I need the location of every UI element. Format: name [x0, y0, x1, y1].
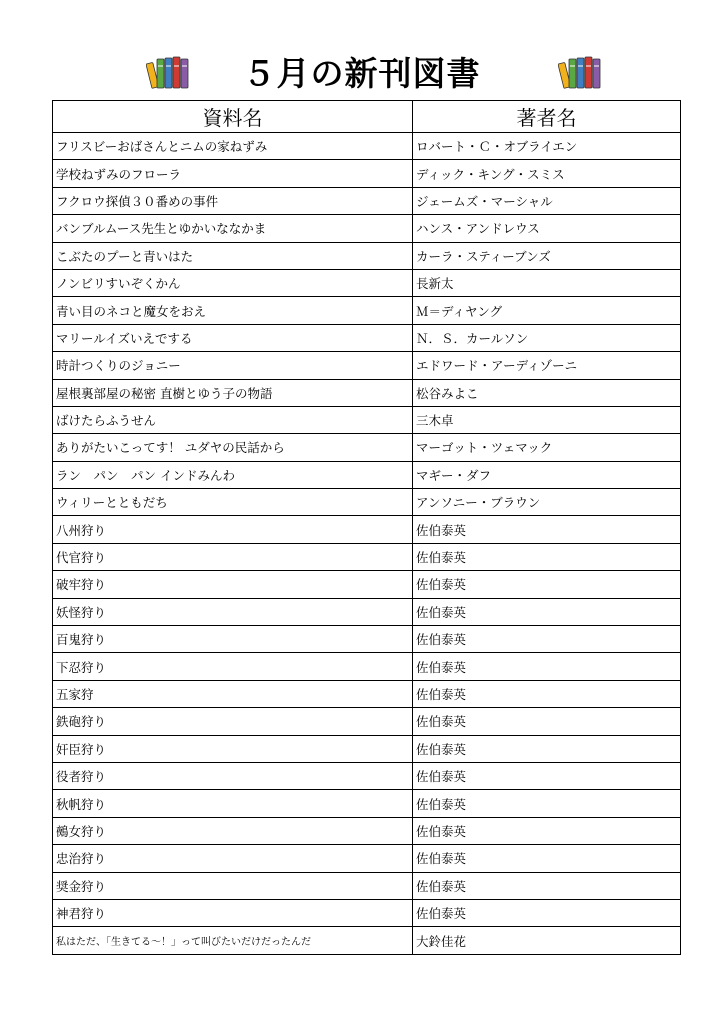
author-cell: ジェームズ・マーシャル [413, 187, 681, 214]
author-cell: アンソニー・ブラウン [413, 489, 681, 516]
table-row [53, 817, 681, 844]
author-cell: 佐伯泰英 [413, 735, 681, 762]
table-row [53, 927, 681, 954]
book-title-cell: 五家狩 [53, 680, 413, 707]
book-title-cell: 青い目のネコと魔女をおえ [53, 297, 413, 324]
author-cell: 長新太 [413, 269, 681, 296]
book-title-cell: ありがたいこってす！ ユダヤの民話から [53, 434, 413, 461]
books-icon [558, 54, 604, 90]
book-title-cell: 破牢狩り [53, 571, 413, 598]
book-title-cell: 忠治狩り [53, 845, 413, 872]
table-row [53, 899, 681, 926]
table-row [53, 598, 681, 625]
table-row [53, 762, 681, 789]
author-cell: 佐伯泰英 [413, 899, 681, 926]
author-cell: エドワード・アーディゾーニ [413, 352, 681, 379]
book-title-cell: 屋根裏部屋の秘密 直樹とゆう子の物語 [53, 379, 413, 406]
book-title-cell: 秋帆狩り [53, 790, 413, 817]
book-title-cell: 下忍狩り [53, 653, 413, 680]
table-row [53, 215, 681, 242]
author-cell: Ｎ．Ｓ．カールソン [413, 324, 681, 351]
table-row [53, 324, 681, 351]
book-title-cell: 役者狩り [53, 762, 413, 789]
author-cell: 三木卓 [413, 406, 681, 433]
author-cell: マーゴット・ツェマック [413, 434, 681, 461]
author-cell: ハンス・アンドレウス [413, 215, 681, 242]
table-header-row [53, 101, 681, 133]
column-header-title: 資料名 [53, 101, 413, 133]
page-title: ５月の新刊図書 [242, 54, 481, 93]
table-row [53, 653, 681, 680]
table-row [53, 269, 681, 296]
author-cell: 佐伯泰英 [413, 516, 681, 543]
table-row [53, 516, 681, 543]
author-cell: 佐伯泰英 [413, 543, 681, 570]
book-title-cell: 私はただ、「生きてる〜！」って叫びたいだけだったんだ [53, 927, 413, 954]
table-row [53, 406, 681, 433]
book-title-cell: フリスビーおばさんとニムの家ねずみ [53, 133, 413, 160]
author-cell: 佐伯泰英 [413, 872, 681, 899]
book-title-cell: バンブルムース先生とゆかいななかま [53, 215, 413, 242]
author-cell: 佐伯泰英 [413, 817, 681, 844]
book-title-cell: マリールイズいえでする [53, 324, 413, 351]
author-cell: 佐伯泰英 [413, 598, 681, 625]
book-title-cell: 八州狩り [53, 516, 413, 543]
table-row [53, 708, 681, 735]
book-table [52, 100, 681, 955]
table-row [53, 160, 681, 187]
author-cell: 佐伯泰英 [413, 762, 681, 789]
table-row [53, 845, 681, 872]
column-header-author: 著者名 [413, 101, 681, 133]
table-row [53, 735, 681, 762]
author-cell: 佐伯泰英 [413, 626, 681, 653]
table-row [53, 626, 681, 653]
book-title-cell: ウィリーとともだち [53, 489, 413, 516]
table-row [53, 790, 681, 817]
book-title-cell: 時計つくりのジョニー [53, 352, 413, 379]
book-title-cell: 神君狩り [53, 899, 413, 926]
author-cell: カーラ・スティーブンズ [413, 242, 681, 269]
table-row [53, 461, 681, 488]
book-title-cell: 奸臣狩り [53, 735, 413, 762]
author-cell: 佐伯泰英 [413, 571, 681, 598]
title-area [0, 52, 723, 100]
author-cell: ロバート・Ｃ・オブライエン [413, 133, 681, 160]
table-row [53, 352, 681, 379]
table-row [53, 297, 681, 324]
table-row [53, 187, 681, 214]
book-title-cell: 鵺女狩り [53, 817, 413, 844]
author-cell: 佐伯泰英 [413, 680, 681, 707]
table-row [53, 489, 681, 516]
table-row [53, 379, 681, 406]
author-cell: 佐伯泰英 [413, 653, 681, 680]
author-cell: 松谷みよこ [413, 379, 681, 406]
author-cell: 佐伯泰英 [413, 845, 681, 872]
table-row [53, 133, 681, 160]
book-title-cell: 妖怪狩り [53, 598, 413, 625]
table-row [53, 571, 681, 598]
table-row [53, 242, 681, 269]
book-title-cell: 学校ねずみのフローラ [53, 160, 413, 187]
book-title-cell: 代官狩り [53, 543, 413, 570]
book-title-cell: ばけたらふうせん [53, 406, 413, 433]
table-row [53, 434, 681, 461]
author-cell: マギー・ダフ [413, 461, 681, 488]
table-row [53, 872, 681, 899]
book-title-cell: こぶたのプーと青いはた [53, 242, 413, 269]
table-row [53, 543, 681, 570]
book-title-cell: ノンビリすいぞくかん [53, 269, 413, 296]
author-cell: Ｍ＝ディヤング [413, 297, 681, 324]
book-title-cell: 奨金狩り [53, 872, 413, 899]
book-title-cell: ラン パン パン インドみんわ [53, 461, 413, 488]
author-cell: 佐伯泰英 [413, 790, 681, 817]
author-cell: 佐伯泰英 [413, 708, 681, 735]
author-cell: 大鈴佳花 [413, 927, 681, 954]
book-title-cell: 鉄砲狩り [53, 708, 413, 735]
table-body [53, 133, 681, 955]
book-title-cell: フクロウ探偵３０番めの事件 [53, 187, 413, 214]
book-title-cell: 百鬼狩り [53, 626, 413, 653]
author-cell: ディック・キング・スミス [413, 160, 681, 187]
table-row [53, 680, 681, 707]
